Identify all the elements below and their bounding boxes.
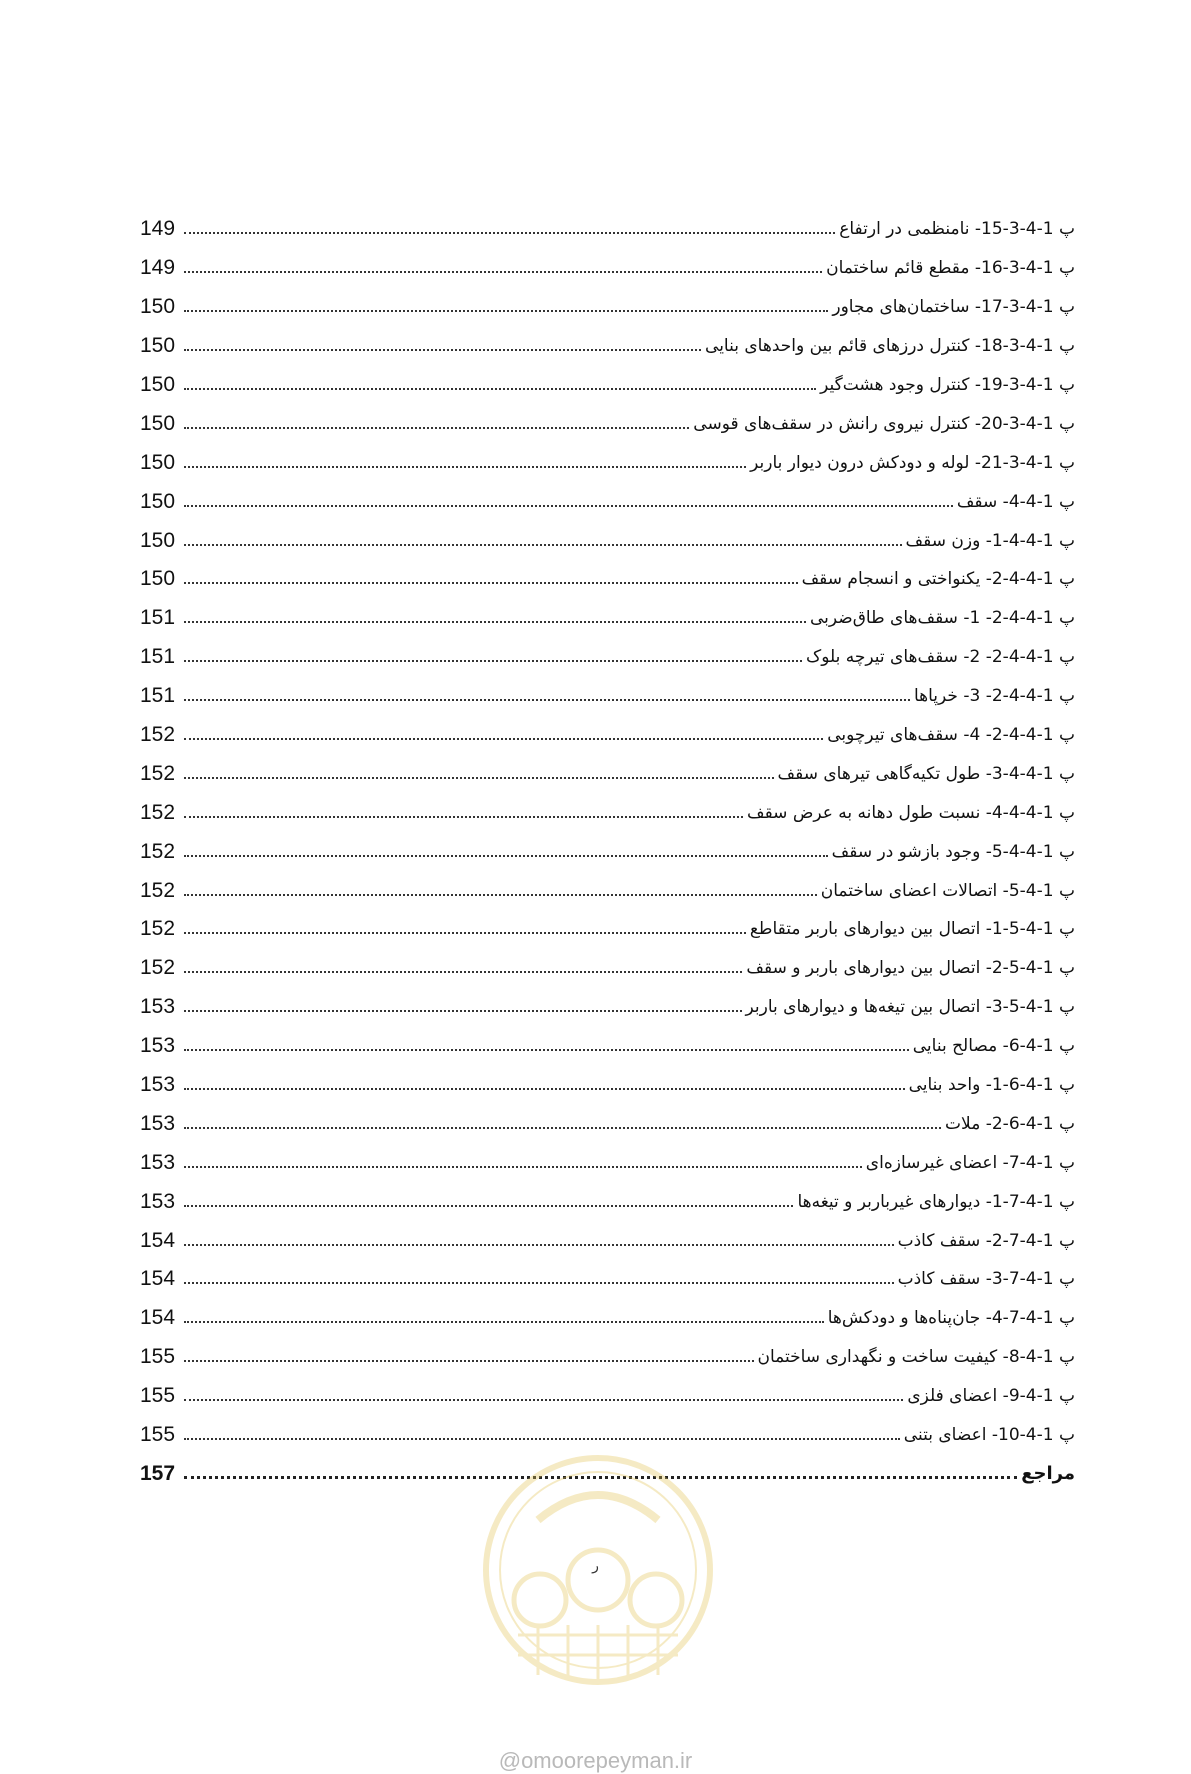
dot-leader bbox=[184, 232, 835, 234]
toc-title: پ 1-4-4-3- طول تکیه‌گاهی تیرهای سقف bbox=[777, 763, 1075, 784]
toc-page-number: 151 bbox=[140, 684, 176, 708]
dot-leader bbox=[184, 894, 817, 896]
dot-leader bbox=[184, 1049, 909, 1051]
dot-leader bbox=[184, 582, 798, 584]
toc-entry[interactable] bbox=[140, 1299, 1075, 1338]
toc-page-number: 150 bbox=[140, 567, 176, 591]
toc-entry[interactable] bbox=[140, 288, 1075, 327]
toc-title: پ 1-4-4-2- 2- سقف‌های تیرچه بلوک bbox=[806, 647, 1075, 668]
toc-entry[interactable] bbox=[140, 1338, 1075, 1377]
toc-title: پ 1-4-5-1- اتصال بین دیوارهای باربر متقاطع bbox=[749, 919, 1075, 940]
toc-page-number: 154 bbox=[140, 1267, 176, 1291]
toc-entry[interactable] bbox=[140, 1027, 1075, 1066]
toc-title: پ 1-4-4-2- 3- خرپاها bbox=[913, 686, 1075, 707]
toc-title: پ 1-4-10- اعضای بتنی bbox=[903, 1425, 1075, 1446]
toc-page-number: 154 bbox=[140, 1306, 176, 1330]
dot-leader bbox=[184, 349, 701, 351]
toc-title: پ 1-4-6- مصالح بنایی bbox=[912, 1036, 1075, 1057]
dot-leader bbox=[184, 505, 953, 507]
table-of-contents bbox=[140, 210, 1075, 1493]
toc-title: پ 1-4-7-4- جان‌پناه‌ها و دودکش‌ها bbox=[827, 1308, 1075, 1329]
toc-title: پ 1-4-6-1- واحد بنایی bbox=[908, 1075, 1075, 1096]
toc-page-number: 155 bbox=[140, 1345, 176, 1369]
toc-title: پ 1-4-7- اعضای غیرسازه‌ای bbox=[865, 1152, 1075, 1173]
toc-entry[interactable] bbox=[140, 988, 1075, 1027]
toc-page-number: 151 bbox=[140, 606, 176, 630]
toc-entry[interactable] bbox=[140, 910, 1075, 949]
toc-page-number: 153 bbox=[140, 1150, 176, 1174]
toc-page-number: 155 bbox=[140, 1423, 176, 1447]
toc-page-number: 155 bbox=[140, 1384, 176, 1408]
toc-page-number: 152 bbox=[140, 800, 176, 824]
dot-leader bbox=[184, 1438, 900, 1440]
dot-leader bbox=[184, 699, 910, 701]
toc-page-number: 157 bbox=[140, 1461, 176, 1485]
dot-leader bbox=[184, 932, 746, 934]
dot-leader bbox=[184, 777, 774, 779]
toc-page-number: 154 bbox=[140, 1228, 176, 1252]
toc-entry[interactable] bbox=[140, 599, 1075, 638]
toc-entry[interactable] bbox=[140, 482, 1075, 521]
toc-entry[interactable] bbox=[140, 1066, 1075, 1105]
toc-title: پ 1-4-7-1- دیوارهای غیرباربر و تیغه‌ها bbox=[797, 1191, 1075, 1212]
dot-leader bbox=[184, 271, 822, 273]
toc-page-number: 152 bbox=[140, 839, 176, 863]
toc-entry[interactable] bbox=[140, 1221, 1075, 1260]
toc-entry[interactable] bbox=[140, 638, 1075, 677]
toc-title: پ 1-4-3-20- کنترل نیروی رانش در سقف‌های قوسی bbox=[693, 413, 1075, 434]
dot-leader bbox=[184, 1321, 824, 1323]
dot-leader bbox=[184, 310, 828, 312]
toc-title: پ 1-4-7-3- سقف کاذب bbox=[897, 1269, 1075, 1290]
toc-page-number: 150 bbox=[140, 450, 176, 474]
toc-page-number: 152 bbox=[140, 878, 176, 902]
toc-page-number: 153 bbox=[140, 995, 176, 1019]
toc-entry[interactable] bbox=[140, 1416, 1075, 1455]
toc-title: پ 1-4-3-15- نامنظمی در ارتفاع bbox=[839, 219, 1075, 240]
dot-leader bbox=[184, 1127, 941, 1129]
toc-page-number: 152 bbox=[140, 956, 176, 980]
dot-leader bbox=[184, 1282, 894, 1284]
toc-page-number: 150 bbox=[140, 528, 176, 552]
watermark-text: @omoorepeyman.ir bbox=[498, 1748, 693, 1773]
toc-entry[interactable] bbox=[140, 871, 1075, 910]
toc-entry[interactable] bbox=[140, 443, 1075, 482]
toc-entry[interactable] bbox=[140, 1377, 1075, 1416]
toc-page-number: 153 bbox=[140, 1189, 176, 1213]
toc-title: پ 1-4-9- اعضای فلزی bbox=[907, 1386, 1075, 1407]
toc-entry[interactable] bbox=[140, 560, 1075, 599]
toc-entry[interactable] bbox=[140, 949, 1075, 988]
toc-page-number: 153 bbox=[140, 1073, 176, 1097]
toc-entry[interactable] bbox=[140, 210, 1075, 249]
toc-title: پ 1-4-3-19- کنترل وجود هشت‌گیر bbox=[820, 375, 1075, 395]
toc-title: پ 1-4-3-18- کنترل درزهای قائم بین واحدهای بنایی bbox=[705, 336, 1075, 357]
toc-page-number: 152 bbox=[140, 723, 176, 747]
toc-title: پ 1-4-4-4- نسبت طول دهانه به عرض سقف bbox=[746, 802, 1075, 823]
toc-page-number: 150 bbox=[140, 411, 176, 435]
toc-title: پ 1-4-3-17- ساختمان‌های مجاور bbox=[832, 297, 1075, 318]
toc-entry[interactable] bbox=[140, 1182, 1075, 1221]
toc-entry[interactable] bbox=[140, 521, 1075, 560]
dot-leader bbox=[184, 621, 806, 623]
toc-title: پ 1-4-5-2- اتصال بین دیوارهای باربر و سقف bbox=[746, 958, 1075, 979]
references-title: مراجع bbox=[1021, 1463, 1075, 1485]
dot-leader bbox=[184, 660, 802, 662]
toc-title: پ 1-4-5- اتصالات اعضای ساختمان bbox=[820, 880, 1075, 901]
dot-leader bbox=[184, 466, 746, 468]
toc-entry[interactable] bbox=[140, 793, 1075, 832]
toc-title: پ 1-4-3-21- لوله و دودکش درون دیوار باربر bbox=[750, 452, 1075, 473]
dot-leader bbox=[184, 1010, 742, 1012]
dot-leader bbox=[184, 1166, 862, 1168]
dot-leader bbox=[184, 1205, 793, 1207]
toc-entry[interactable] bbox=[140, 754, 1075, 793]
toc-page-number: 151 bbox=[140, 645, 176, 669]
toc-entry[interactable] bbox=[140, 366, 1075, 405]
toc-title: پ 1-4-4-2- 1- سقف‌های طاق‌ضربی bbox=[810, 608, 1075, 629]
toc-title: پ 1-4-5-3- اتصال بین تیغه‌ها و دیوارهای باربر bbox=[745, 997, 1075, 1018]
dot-leader bbox=[184, 738, 823, 740]
toc-entry[interactable] bbox=[140, 677, 1075, 716]
toc-page-number: 152 bbox=[140, 917, 176, 941]
toc-entry[interactable] bbox=[140, 716, 1075, 755]
dot-leader bbox=[184, 1360, 754, 1362]
toc-title: پ 1-4-3-16- مقطع قائم ساختمان bbox=[826, 258, 1075, 279]
toc-page-number: 152 bbox=[140, 761, 176, 785]
dot-leader bbox=[184, 971, 742, 973]
toc-entry[interactable] bbox=[140, 1143, 1075, 1182]
dot-leader bbox=[184, 427, 689, 429]
dot-leader bbox=[184, 1244, 894, 1246]
toc-title: پ 1-4-6-2- ملات bbox=[945, 1113, 1075, 1134]
toc-page-number: 150 bbox=[140, 373, 176, 396]
toc-title: پ 1-4-4-5- وجود بازشو در سقف bbox=[831, 841, 1075, 862]
toc-page-number: 149 bbox=[140, 256, 176, 280]
toc-page-number: 150 bbox=[140, 489, 176, 513]
toc-title: پ 1-4-4- سقف bbox=[956, 491, 1075, 512]
dot-leader bbox=[184, 855, 828, 857]
toc-entry[interactable] bbox=[140, 249, 1075, 288]
toc-title: پ 1-4-4-2- یکنواختی و انسجام سقف bbox=[801, 569, 1075, 590]
dot-leader bbox=[184, 388, 816, 390]
dot-leader bbox=[184, 816, 743, 818]
toc-title: پ 1-4-8- کیفیت ساخت و نگهداری ساختمان bbox=[757, 1347, 1075, 1368]
toc-entry[interactable] bbox=[140, 1104, 1075, 1143]
toc-entry[interactable] bbox=[140, 327, 1075, 366]
toc-page-number: 150 bbox=[140, 295, 176, 319]
dot-leader bbox=[184, 1399, 903, 1401]
toc-entry[interactable] bbox=[140, 404, 1075, 443]
toc-title: پ 1-4-4-1- وزن سقف bbox=[905, 530, 1075, 551]
toc-entry[interactable] bbox=[140, 832, 1075, 871]
toc-page-number: 149 bbox=[140, 217, 176, 241]
toc-entry[interactable] bbox=[140, 1260, 1075, 1299]
toc-title: پ 1-4-7-2- سقف کاذب bbox=[897, 1230, 1075, 1251]
watermark-logo-icon bbox=[478, 1450, 718, 1710]
page-number: ر bbox=[592, 1558, 599, 1574]
toc-title: پ 1-4-4-2- 4- سقف‌های تیرچوبی bbox=[827, 725, 1075, 746]
toc-page-number: 153 bbox=[140, 1111, 176, 1135]
toc-page-number: 150 bbox=[140, 334, 176, 358]
dot-leader bbox=[184, 1088, 905, 1090]
toc-page-number: 153 bbox=[140, 1034, 176, 1058]
dot-leader bbox=[184, 544, 902, 546]
